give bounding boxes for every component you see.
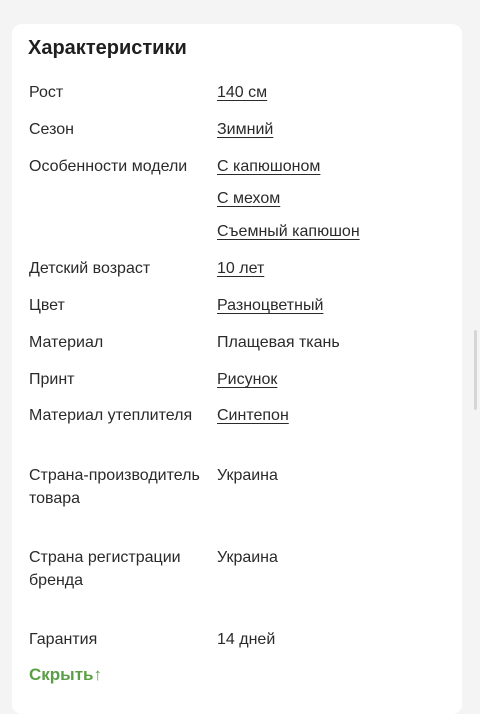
spec-value-color[interactable]: Разноцветный: [217, 297, 324, 314]
spec-label-origin-country: Страна-производитель товара: [29, 467, 200, 507]
spec-label-season: Сезон: [29, 121, 74, 138]
spec-value-origin-country: Украина: [217, 467, 278, 484]
spec-value-features-detachable-hood[interactable]: Съемный капюшон: [217, 223, 360, 240]
spec-value-features-fur[interactable]: С мехом: [217, 190, 281, 207]
spec-label-insulation: Материал утеплителя: [29, 407, 193, 424]
spec-label-print: Принт: [29, 371, 75, 388]
collapse-label: Скрыть: [29, 665, 94, 684]
spec-label-warranty: Гарантия: [29, 631, 98, 648]
spec-label-height: Рост: [29, 84, 64, 101]
spec-value-material: Плащевая ткань: [217, 334, 340, 351]
section-title: Характеристики: [28, 37, 187, 59]
spec-value-features-hood[interactable]: С капюшоном: [217, 158, 321, 175]
spec-value-print[interactable]: Рисунок: [217, 371, 278, 388]
arrow-up-icon: ↑: [93, 665, 102, 684]
spec-value-brand-country: Украина: [217, 549, 278, 566]
spec-value-insulation[interactable]: Синтепон: [217, 407, 289, 424]
collapse-button[interactable]: [29, 663, 102, 687]
spec-value-age[interactable]: 10 лет: [217, 260, 265, 277]
spec-label-features: Особенности модели: [29, 158, 188, 175]
scrollbar[interactable]: [474, 330, 477, 410]
spec-label-age: Детский возраст: [29, 260, 151, 277]
spec-value-warranty: 14 дней: [217, 631, 276, 648]
spec-label-color: Цвет: [29, 297, 65, 314]
spec-value-season[interactable]: Зимний: [217, 121, 274, 138]
spec-value-height[interactable]: 140 см: [217, 84, 268, 101]
spec-label-brand-country: Страна регистрации бренда: [29, 549, 181, 589]
spec-label-material: Материал: [29, 334, 104, 351]
